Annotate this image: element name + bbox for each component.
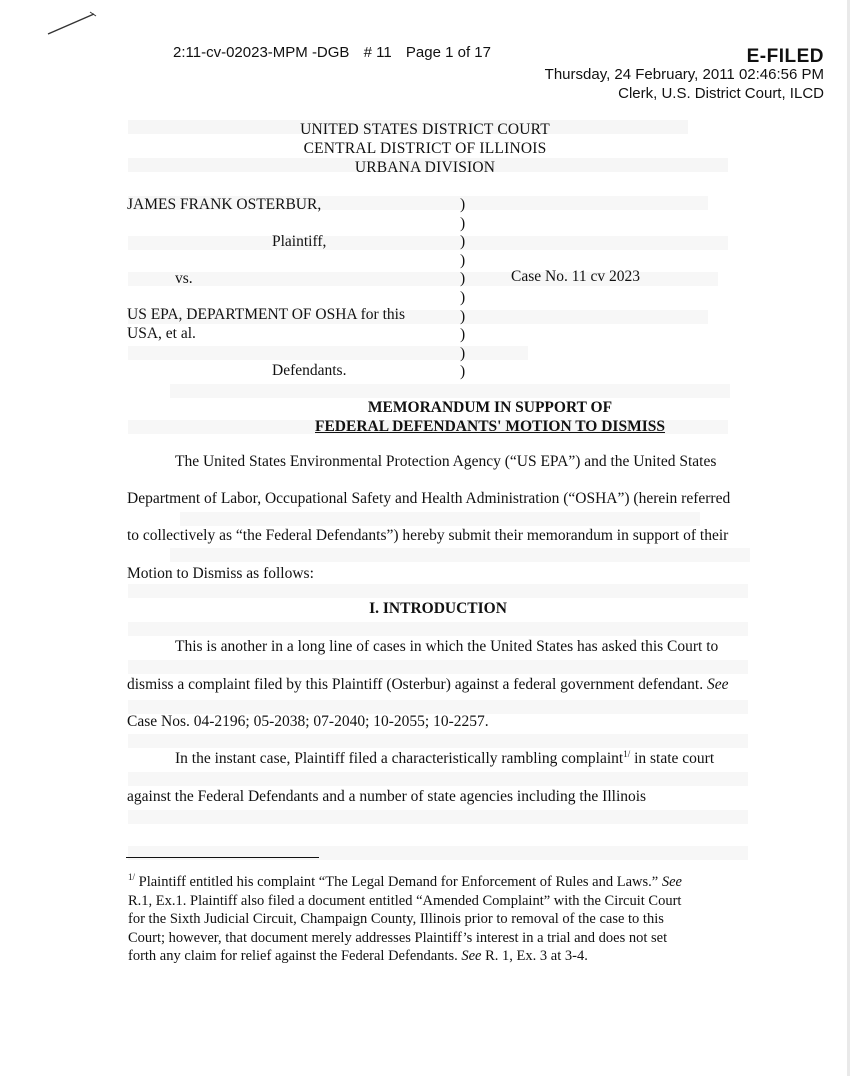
court-heading: [0, 120, 850, 177]
paragraph-3-line-1-end: in state court: [634, 750, 715, 767]
ecf-header: [173, 44, 501, 61]
footnote-marker: 1/: [128, 872, 136, 883]
defendant-name-line1: US EPA, DEPARTMENT OF OSHA for this: [127, 306, 405, 323]
page-label: Page 1 of 17: [405, 44, 491, 61]
footnote-line-1: [128, 873, 768, 892]
footnote-reference: 1/: [623, 748, 631, 759]
footnote: [128, 873, 768, 966]
footnote-divider: [126, 857, 319, 858]
paragraph-3-line-1-text: In the instant case, Plaintiff filed a characteristically rambling complaint: [175, 750, 624, 767]
paragraph-3-line-2: against the Federal Defendants and a number of state agencies including the Illinois: [127, 788, 647, 805]
versus: vs.: [175, 270, 193, 287]
case-number-caption: Case No. 11 cv 2023: [511, 268, 641, 285]
memorandum-title: [0, 398, 850, 436]
court-name: UNITED STATES DISTRICT COURT: [300, 121, 550, 138]
document-number: # 11: [363, 44, 392, 61]
memo-title-line2: FEDERAL DEFENDANTS' MOTION TO DISMISS: [315, 418, 665, 435]
memo-title-line1: MEMORANDUM IN SUPPORT OF: [367, 399, 613, 416]
filed-datetime: Thursday, 24 February, 2011 02:46:56 PM: [544, 66, 824, 83]
plaintiff-role: Plaintiff,: [272, 233, 327, 250]
footnote-line-5-cite: R. 1, Ex. 3 at 3-4.: [485, 948, 588, 965]
efiled-label: E-FILED: [746, 46, 824, 67]
court-division: URBANA DIVISION: [354, 159, 496, 176]
footnote-line-3: for the Sixth Judicial Circuit, Champaign County, Illinois prior to removal of the case to this: [128, 911, 664, 928]
plaintiff-name: JAMES FRANK OSTERBUR,: [127, 196, 322, 213]
paragraph-1-line-1: The United States Environmental Protection Agency (“US EPA”) and the United States: [175, 453, 717, 470]
paragraph-1-line-3: to collectively as “the Federal Defendants”) hereby submit their memorandum in support of their: [127, 527, 729, 544]
paragraph-1-line-4: Motion to Dismiss as follows:: [127, 565, 314, 582]
paragraph-2-line-2: [127, 676, 728, 694]
footnote-line-1-text: Plaintiff entitled his complaint “The Legal Demand for Enforcement of Rules and Laws.”: [138, 874, 659, 890]
pen-mark-icon: [46, 8, 98, 38]
caption-parentheses: ) ) ) ) ) ) ) ) ) ): [460, 196, 466, 381]
paragraph-2-line-3: Case Nos. 04-2196; 05-2038; 07-2040; 10-2055; 10-2257.: [127, 713, 489, 730]
footnote-line-4: Court; however, that document merely addresses Plaintiff’s interest in a trial and does not set: [128, 929, 668, 946]
footnote-line-5: [128, 947, 768, 966]
footnote-see-2: See: [461, 948, 482, 965]
paragraph-2-line-1: This is another in a long line of cases in which the United States has asked this Court to: [175, 638, 719, 655]
footnote-line-5-text: forth any claim for relief against the Federal Defendants.: [128, 948, 458, 965]
defendant-name-line2: USA, et al.: [127, 325, 196, 342]
case-number: 2:11-cv-02023-MPM -DGB: [173, 44, 350, 61]
footnote-see-1: See: [661, 874, 682, 890]
paragraph-2-line-2-text: dismiss a complaint filed by this Plaintiff (Osterbur) against a federal government defendant.: [127, 676, 704, 693]
court-district: CENTRAL DISTRICT OF ILLINOIS: [303, 140, 547, 157]
paragraph-3-line-1: [175, 750, 714, 768]
paragraph-1-line-2: Department of Labor, Occupational Safety and Health Administration (“OSHA”) (herein referred: [127, 490, 731, 507]
see-signal: See: [706, 676, 729, 693]
section-heading: I. INTRODUCTION: [369, 600, 507, 617]
clerk-line: Clerk, U.S. District Court, ILCD: [618, 85, 824, 102]
defendant-role: Defendants.: [272, 362, 347, 379]
footnote-line-2: R.1, Ex.1. Plaintiff also filed a document entitled “Amended Complaint” with the Circuit Court: [128, 892, 682, 909]
